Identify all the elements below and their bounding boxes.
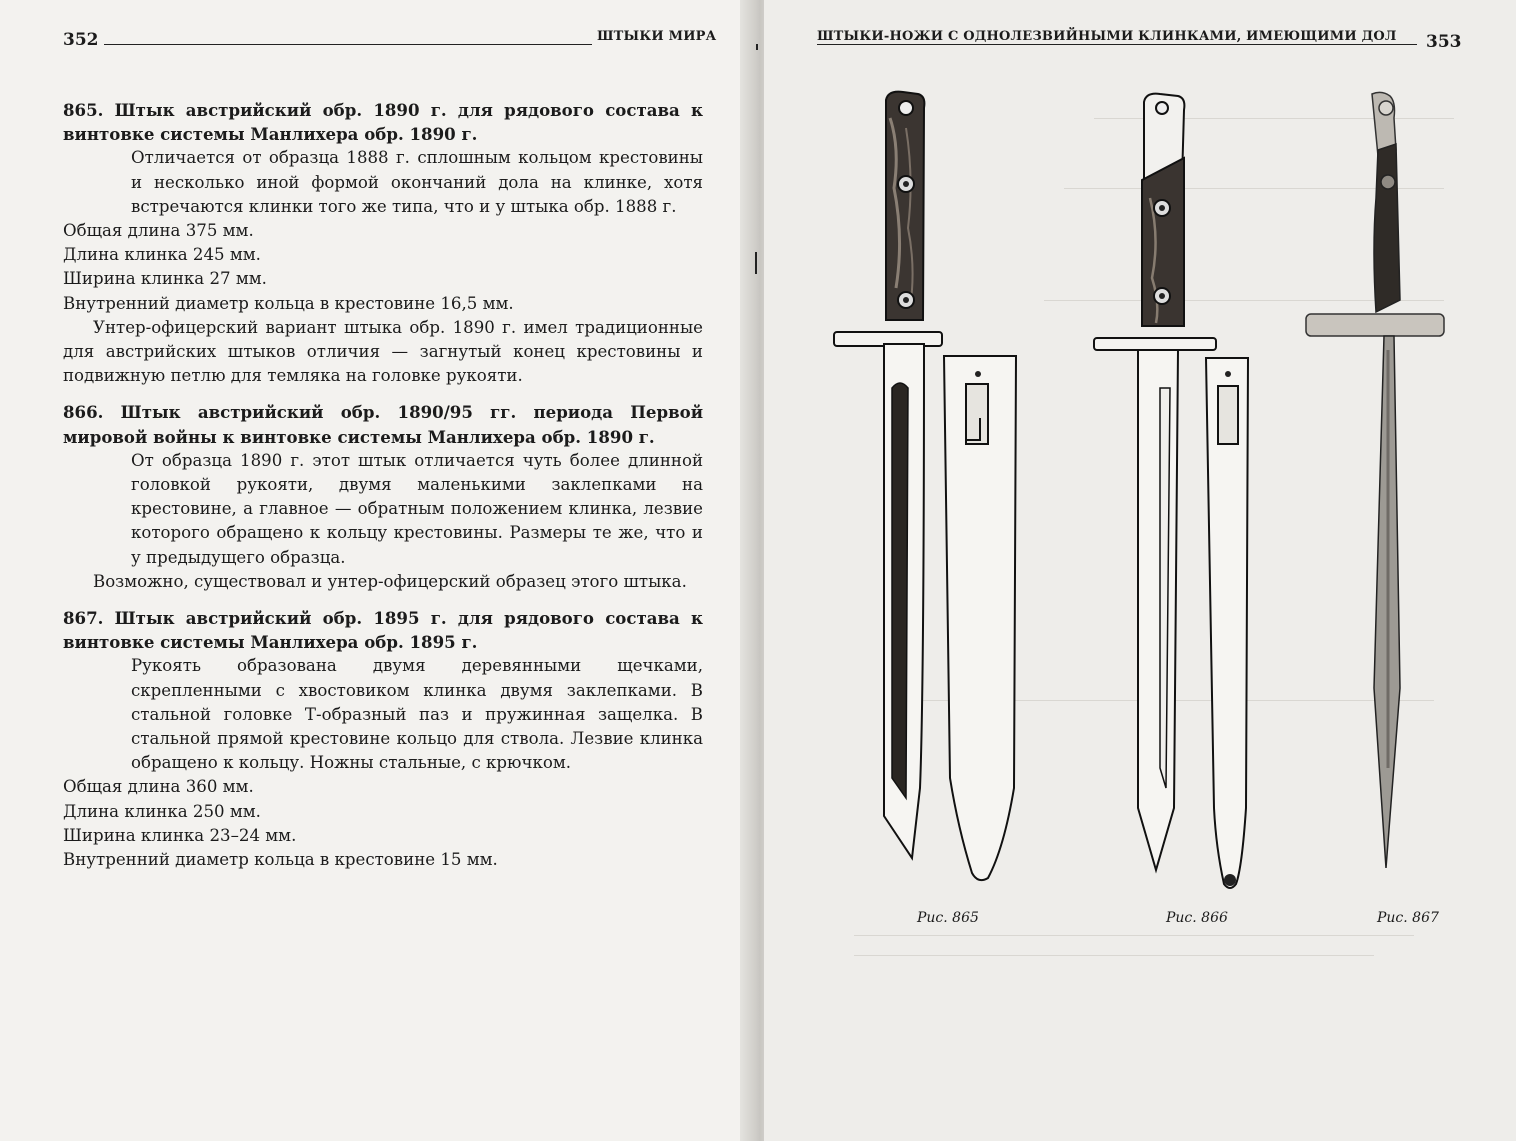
entry-description: Отличается от образца 1888 г. сплошным кольцом крестовины и несколько иной формой окончаний дола на клинке, хотя встречаются клинки того же типа, что и у штыка обр. 1888 г. (131, 148, 703, 216)
entry-note: Унтер-офицерский вариант штыка обр. 1890 г. имел традиционные для австрийских штыков отличия — загнутый конец крестовины и подвижную петлю для темляка на головке рукояти. (63, 317, 703, 386)
entry-title: 867. Штык австрийский обр. 1895 г. для рядового состава к винтовке системы Манлихера обр. 1895 г. (63, 608, 703, 653)
bayonet-866-icon (1094, 94, 1248, 888)
gutter-mark (756, 44, 758, 50)
left-running-head-rule (104, 44, 592, 45)
spec-line: Длина клинка 245 мм. (63, 245, 261, 265)
entry-867 (63, 606, 703, 872)
left-page (0, 0, 752, 1141)
figure-867 (1300, 88, 1450, 888)
entry-description: Рукоять образована двумя деревянными щечками, скрепленными с хвостовиком клинка двумя заклепками. В стальной головке Т-образный паз и пружинная защелка. В стальной прямой крестовине кольцо для ствола. Лезвие клинка обращено к кольцу. Ножны стальные, с крючком. (131, 656, 703, 773)
gutter-mark (755, 252, 757, 274)
right-running-head-rule (817, 44, 1417, 45)
entry-note: Возможно, существовал и унтер-офицерский образец этого штыка. (93, 571, 687, 591)
figure-caption-866: Рис. 866 (1166, 910, 1228, 926)
show-through (854, 935, 1414, 936)
entry-title: 865. Штык австрийский обр. 1890 г. для рядового состава к винтовке системы Манлихера обр. 1890 г. (63, 100, 703, 145)
bayonet-867-icon (1306, 92, 1444, 868)
left-page-number: 352 (63, 30, 99, 50)
left-running-head: ШТЫКИ МИРА (597, 29, 717, 44)
spec-line: Ширина клинка 27 мм. (63, 269, 267, 289)
right-running-head: ШТЫКИ-НОЖИ С ОДНОЛЕЗВИЙНЫМИ КЛИНКАМИ, ИМЕЮЩИМИ ДОЛ (817, 29, 1397, 44)
spec-line: Ширина клинка 23–24 мм. (63, 825, 297, 845)
figure-865 (828, 88, 1038, 888)
spec-line: Внутренний диаметр кольца в крестовине 15 мм. (63, 850, 498, 870)
right-page (764, 0, 1516, 1141)
entry-description: От образца 1890 г. этот штык отличается чуть более длинной головкой рукояти, двумя маленькими заклепками на крестовине, а главное — обратным положением клинка, лезвие которого обращено к кольцу крестовины. Размеры те же, что и у предыдущего образца. (131, 450, 703, 567)
entry-866 (63, 400, 703, 594)
right-page-number: 353 (1426, 32, 1462, 52)
left-page-text (63, 98, 703, 884)
spec-line: Общая длина 375 мм. (63, 221, 254, 241)
entry-title: 866. Штык австрийский обр. 1890/95 гг. периода Первой мировой войны к винтовке системы Манлихера обр. 1890 г. (63, 402, 703, 447)
figure-caption-867: Рис. 867 (1377, 910, 1439, 926)
spec-line: Длина клинка 250 мм. (63, 801, 261, 821)
spec-line: Внутренний диаметр кольца в крестовине 16,5 мм. (63, 293, 514, 313)
figure-caption-865: Рис. 865 (917, 910, 979, 926)
bayonet-865-icon (834, 92, 1016, 880)
figure-866 (1090, 88, 1280, 898)
spec-line: Общая длина 360 мм. (63, 777, 254, 797)
show-through (854, 955, 1374, 956)
entry-865 (63, 98, 703, 388)
